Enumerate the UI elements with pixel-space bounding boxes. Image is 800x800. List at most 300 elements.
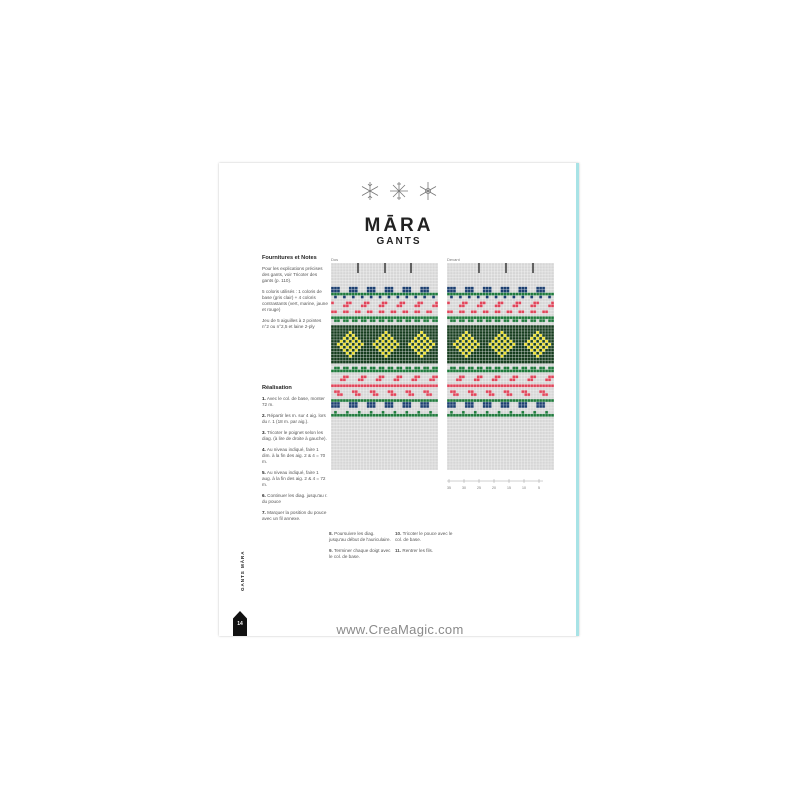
chart-stitch	[498, 328, 501, 331]
chart-stitch	[331, 384, 334, 387]
chart-stitch	[337, 358, 340, 361]
chart-stitch	[483, 384, 486, 387]
chart-stitch	[492, 316, 495, 319]
chart-stitch	[545, 361, 548, 364]
stitch-scale	[445, 478, 545, 492]
chart-stitch	[435, 331, 438, 334]
chart-stitch	[456, 369, 459, 372]
chart-stitch	[405, 343, 408, 346]
chart-stitch	[533, 369, 536, 372]
chart-stitch	[396, 296, 399, 299]
chart-stitch	[393, 399, 396, 402]
chart-stitch	[450, 352, 453, 355]
chart-stitch	[405, 287, 408, 290]
chart-stitch	[355, 384, 358, 387]
chart-stitch	[468, 369, 471, 372]
chart-stitch	[432, 304, 435, 307]
chart-stitch	[387, 296, 390, 299]
chart-stitch	[498, 310, 501, 313]
chart-stitch	[453, 390, 456, 393]
chart-stitch	[435, 319, 438, 322]
chart-stitch	[370, 358, 373, 361]
chart-stitch	[385, 346, 388, 349]
chart-stitch	[539, 346, 542, 349]
chart-stitch	[370, 349, 373, 352]
chart-stitch	[343, 334, 346, 337]
chart-stitch	[340, 393, 343, 396]
chart-stitch	[411, 399, 414, 402]
chart-stitch	[536, 290, 539, 293]
chart-stitch	[426, 367, 429, 370]
chart-stitch	[355, 355, 358, 358]
chart-stitch	[349, 334, 352, 337]
chart-stitch	[486, 340, 489, 343]
chart-stitch	[367, 355, 370, 358]
chart-stitch	[459, 310, 462, 313]
chart-stitch	[453, 355, 456, 358]
chart-stitch	[432, 349, 435, 352]
chart-stitch	[533, 304, 536, 307]
instructions-column-2	[329, 531, 391, 565]
chart-stitch	[539, 316, 542, 319]
chart-stitch	[399, 358, 402, 361]
chart-stitch	[390, 293, 393, 296]
chart-stitch	[361, 378, 364, 381]
chart-stitch	[379, 349, 382, 352]
chart-stitch	[474, 384, 477, 387]
chart-stitch	[432, 293, 435, 296]
chart-stitch	[396, 384, 399, 387]
chart-stitch	[521, 414, 524, 417]
chart-stitch	[545, 352, 548, 355]
chart-stitch	[364, 358, 367, 361]
chart-stitch	[477, 319, 480, 322]
chart-stitch	[349, 343, 352, 346]
chart-stitch	[453, 384, 456, 387]
chart-stitch	[382, 293, 385, 296]
chart-stitch	[426, 293, 429, 296]
chart-stitch	[420, 301, 423, 304]
chart-stitch	[503, 334, 506, 337]
chart-stitch	[393, 316, 396, 319]
chart-stitch	[483, 414, 486, 417]
chart-stitch	[450, 369, 453, 372]
chart-stitch	[373, 334, 376, 337]
chart-stitch	[405, 414, 408, 417]
chart-stitch	[524, 290, 527, 293]
chart-stitch	[343, 361, 346, 364]
scale-label: 35	[447, 486, 451, 490]
chart-stitch	[459, 343, 462, 346]
chart-stitch	[420, 402, 423, 405]
chart-stitch	[512, 325, 515, 328]
chart-stitch	[509, 369, 512, 372]
chart-stitch	[551, 384, 554, 387]
chart-stitch	[515, 346, 518, 349]
chart-stitch	[503, 296, 506, 299]
chart-stitch	[352, 325, 355, 328]
chart-stitch	[465, 328, 468, 331]
chart-stitch	[501, 399, 504, 402]
chart-stitch	[506, 310, 509, 313]
chart-stitch	[376, 340, 379, 343]
chart-stitch	[349, 331, 352, 334]
chart-stitch	[432, 378, 435, 381]
chart-stitch	[453, 337, 456, 340]
chart-stitch	[498, 358, 501, 361]
chart-stitch	[417, 375, 420, 378]
chart-stitch	[551, 325, 554, 328]
chart-stitch	[417, 340, 420, 343]
chart-stitch	[462, 399, 465, 402]
chart-stitch	[503, 358, 506, 361]
chart-stitch	[515, 325, 518, 328]
chart-stitch	[495, 331, 498, 334]
chart-stitch	[509, 349, 512, 352]
chart-stitch	[501, 293, 504, 296]
chart-stitch	[462, 358, 465, 361]
chart-stitch	[405, 355, 408, 358]
chart-stitch	[337, 390, 340, 393]
chart-stitch	[355, 402, 358, 405]
chart-stitch	[447, 399, 450, 402]
chart-stitch	[405, 310, 408, 313]
chart-stitch	[376, 414, 379, 417]
chart-stitch	[417, 411, 420, 414]
chart-stitch	[426, 287, 429, 290]
chart-stitch	[450, 316, 453, 319]
chart-stitch	[426, 310, 429, 313]
chart-stitch	[515, 375, 518, 378]
chart-stitch	[334, 325, 337, 328]
chart-stitch	[340, 384, 343, 387]
chart-stitch	[548, 378, 551, 381]
chart-stitch	[506, 340, 509, 343]
chart-stitch	[411, 358, 414, 361]
chart-stitch	[453, 358, 456, 361]
chart-stitch	[551, 340, 554, 343]
chart-stitch	[527, 399, 530, 402]
chart-stitch	[486, 337, 489, 340]
chart-stitch	[393, 369, 396, 372]
chart-stitch	[542, 287, 545, 290]
chart-stitch	[385, 328, 388, 331]
chart-stitch	[486, 343, 489, 346]
chart-stitch	[512, 349, 515, 352]
chart-stitch	[515, 361, 518, 364]
chart-stitch	[539, 399, 542, 402]
chart-stitch	[393, 355, 396, 358]
chart-stitch	[521, 390, 524, 393]
chart-stitch	[459, 334, 462, 337]
chart-stitch	[483, 405, 486, 408]
chart-stitch	[503, 337, 506, 340]
chart-stitch	[536, 301, 539, 304]
chart-stitch	[542, 310, 545, 313]
chart-stitch	[432, 358, 435, 361]
chart-stitch	[382, 340, 385, 343]
chart-stitch	[373, 369, 376, 372]
chart-stitch	[495, 304, 498, 307]
chart-stitch	[486, 325, 489, 328]
chart-stitch	[509, 331, 512, 334]
chart-stitch	[408, 334, 411, 337]
chart-stitch	[429, 310, 432, 313]
chart-stitch	[468, 367, 471, 370]
chart-stitch	[426, 316, 429, 319]
chart-stitch	[435, 355, 438, 358]
chart-stitch	[518, 384, 521, 387]
chart-stitch	[382, 310, 385, 313]
chart-stitch	[509, 378, 512, 381]
chart-stitch	[361, 369, 364, 372]
chart-stitch	[385, 355, 388, 358]
chart-stitch	[506, 331, 509, 334]
chart-stitch	[462, 352, 465, 355]
chart-stitch	[349, 384, 352, 387]
chart-stitch	[402, 310, 405, 313]
chart-stitch	[465, 287, 468, 290]
chart-stitch	[495, 319, 498, 322]
chart-stitch	[530, 414, 533, 417]
chart-stitch	[495, 367, 498, 370]
chart-stitch	[506, 337, 509, 340]
chart-stitch	[429, 369, 432, 372]
chart-stitch	[432, 331, 435, 334]
chart-stitch	[533, 343, 536, 346]
chart-stitch	[530, 340, 533, 343]
chart-stitch	[471, 310, 474, 313]
chart-stitch	[423, 369, 426, 372]
chart-stitch	[408, 402, 411, 405]
chart-stitch	[414, 355, 417, 358]
chart-stitch	[361, 375, 364, 378]
chart-stitch	[480, 301, 483, 304]
chart-stitch	[393, 340, 396, 343]
chart-stitch	[447, 358, 450, 361]
chart-stitch	[512, 304, 515, 307]
chart-stitch	[361, 349, 364, 352]
chart-stitch	[483, 316, 486, 319]
chart-stitch	[402, 399, 405, 402]
chart-stitch	[393, 349, 396, 352]
chart-stitch	[468, 290, 471, 293]
chart-stitch	[334, 390, 337, 393]
chart-stitch	[414, 361, 417, 364]
chart-stitch	[524, 402, 527, 405]
chart-stitch	[429, 399, 432, 402]
chart-stitch	[334, 355, 337, 358]
chart-stitch	[423, 414, 426, 417]
chart-stitch	[453, 399, 456, 402]
chart-stitch	[411, 361, 414, 364]
chart-stitch	[337, 334, 340, 337]
chart-stitch	[515, 367, 518, 370]
chart-stitch	[373, 319, 376, 322]
chart-stitch	[355, 414, 358, 417]
chart-stitch	[456, 328, 459, 331]
chart-stitch	[411, 328, 414, 331]
chart-stitch	[551, 399, 554, 402]
chart-stitch	[411, 352, 414, 355]
chart-stitch	[343, 352, 346, 355]
chart-stitch	[432, 399, 435, 402]
chart-stitch	[501, 325, 504, 328]
chart-stitch	[536, 331, 539, 334]
chart-stitch	[542, 343, 545, 346]
chart-stitch	[370, 293, 373, 296]
chart-stitch	[483, 293, 486, 296]
chart-stitch	[512, 293, 515, 296]
chart-stitch	[379, 352, 382, 355]
chart-stitch	[390, 340, 393, 343]
chart-stitch	[453, 402, 456, 405]
scale-label: 30	[462, 486, 466, 490]
chart-stitch	[343, 310, 346, 313]
chart-stitch	[498, 293, 501, 296]
chart-stitch	[468, 296, 471, 299]
chart-stitch	[471, 293, 474, 296]
chart-stitch	[405, 352, 408, 355]
chart-stitch	[530, 349, 533, 352]
chart-stitch	[465, 349, 468, 352]
chart-stitch	[548, 340, 551, 343]
chart-stitch	[364, 367, 367, 370]
chart-stitch	[509, 340, 512, 343]
chart-stitch	[509, 393, 512, 396]
chart-stitch	[521, 328, 524, 331]
chart-stitch	[545, 358, 548, 361]
chart-stitch	[343, 414, 346, 417]
chart-stitch	[515, 349, 518, 352]
chart-stitch	[518, 334, 521, 337]
chart-stitch	[506, 369, 509, 372]
chart-stitch	[462, 337, 465, 340]
chart-stitch	[399, 304, 402, 307]
chart-stitch	[524, 399, 527, 402]
chart-stitch	[334, 328, 337, 331]
chart-stitch	[379, 319, 382, 322]
chart-stitch	[518, 340, 521, 343]
chart-stitch	[331, 358, 334, 361]
chart-stitch	[370, 316, 373, 319]
chart-stitch	[471, 334, 474, 337]
chart-stitch	[426, 399, 429, 402]
chart-stitch	[462, 304, 465, 307]
chart-stitch	[512, 319, 515, 322]
chart-stitch	[352, 296, 355, 299]
chart-stitch	[414, 316, 417, 319]
chart-stitch	[405, 402, 408, 405]
chart-stitch	[459, 319, 462, 322]
chart-stitch	[489, 355, 492, 358]
chart-stitch	[474, 331, 477, 334]
chart-stitch	[542, 325, 545, 328]
chart-stitch	[536, 358, 539, 361]
chart-stitch	[435, 369, 438, 372]
chart-stitch	[405, 390, 408, 393]
chart-stitch	[501, 384, 504, 387]
chart-stitch	[346, 411, 349, 414]
chart-stitch	[530, 343, 533, 346]
chart-stitch	[474, 310, 477, 313]
chart-stitch	[498, 411, 501, 414]
chart-stitch	[465, 384, 468, 387]
chart-stitch	[408, 331, 411, 334]
chart-label-back: Dos	[331, 257, 339, 262]
chart-stitch	[423, 340, 426, 343]
chart-stitch	[346, 310, 349, 313]
chart-stitch	[462, 414, 465, 417]
chart-stitch	[370, 352, 373, 355]
chart-stitch	[417, 334, 420, 337]
chart-stitch	[367, 384, 370, 387]
chart-stitch	[343, 355, 346, 358]
chart-stitch	[420, 358, 423, 361]
chart-stitch	[414, 319, 417, 322]
chart-stitch	[462, 367, 465, 370]
chart-stitch	[379, 346, 382, 349]
chart-stitch	[340, 414, 343, 417]
chart-stitch	[542, 393, 545, 396]
chart-stitch	[340, 399, 343, 402]
chart-stitch	[518, 287, 521, 290]
chart-stitch	[423, 399, 426, 402]
chart-stitch	[486, 405, 489, 408]
chart-stitch	[417, 325, 420, 328]
chart-stitch	[527, 337, 530, 340]
chart-stitch	[471, 290, 474, 293]
chart-stitch	[346, 328, 349, 331]
chart-stitch	[385, 358, 388, 361]
chart-stitch	[337, 343, 340, 346]
chart-stitch	[503, 390, 506, 393]
chart-stitch	[462, 384, 465, 387]
chart-stitch	[355, 287, 358, 290]
chart-stitch	[435, 352, 438, 355]
chart-stitch	[393, 378, 396, 381]
chart-stitch	[539, 340, 542, 343]
chart-stitch	[370, 325, 373, 328]
chart-stitch	[367, 369, 370, 372]
chart-stitch	[468, 319, 471, 322]
chart-stitch	[503, 316, 506, 319]
chart-stitch	[477, 293, 480, 296]
chart-stitch	[355, 293, 358, 296]
materials-heading: Fournitures et Notes	[262, 255, 317, 261]
chart-stitch	[402, 290, 405, 293]
chart-stitch	[459, 293, 462, 296]
chart-stitch	[340, 293, 343, 296]
chart-stitch	[524, 334, 527, 337]
chart-stitch	[358, 358, 361, 361]
chart-stitch	[435, 340, 438, 343]
chart-stitch	[489, 319, 492, 322]
chart-stitch	[495, 337, 498, 340]
chart-stitch	[376, 399, 379, 402]
chart-stitch	[411, 393, 414, 396]
chart-stitch	[512, 352, 515, 355]
chart-stitch	[533, 367, 536, 370]
chart-stitch	[423, 367, 426, 370]
chart-stitch	[402, 334, 405, 337]
chart-stitch	[355, 390, 358, 393]
chart-stitch	[471, 287, 474, 290]
chart-stitch	[471, 393, 474, 396]
chart-stitch	[465, 331, 468, 334]
chart-stitch	[545, 346, 548, 349]
chart-stitch	[340, 343, 343, 346]
